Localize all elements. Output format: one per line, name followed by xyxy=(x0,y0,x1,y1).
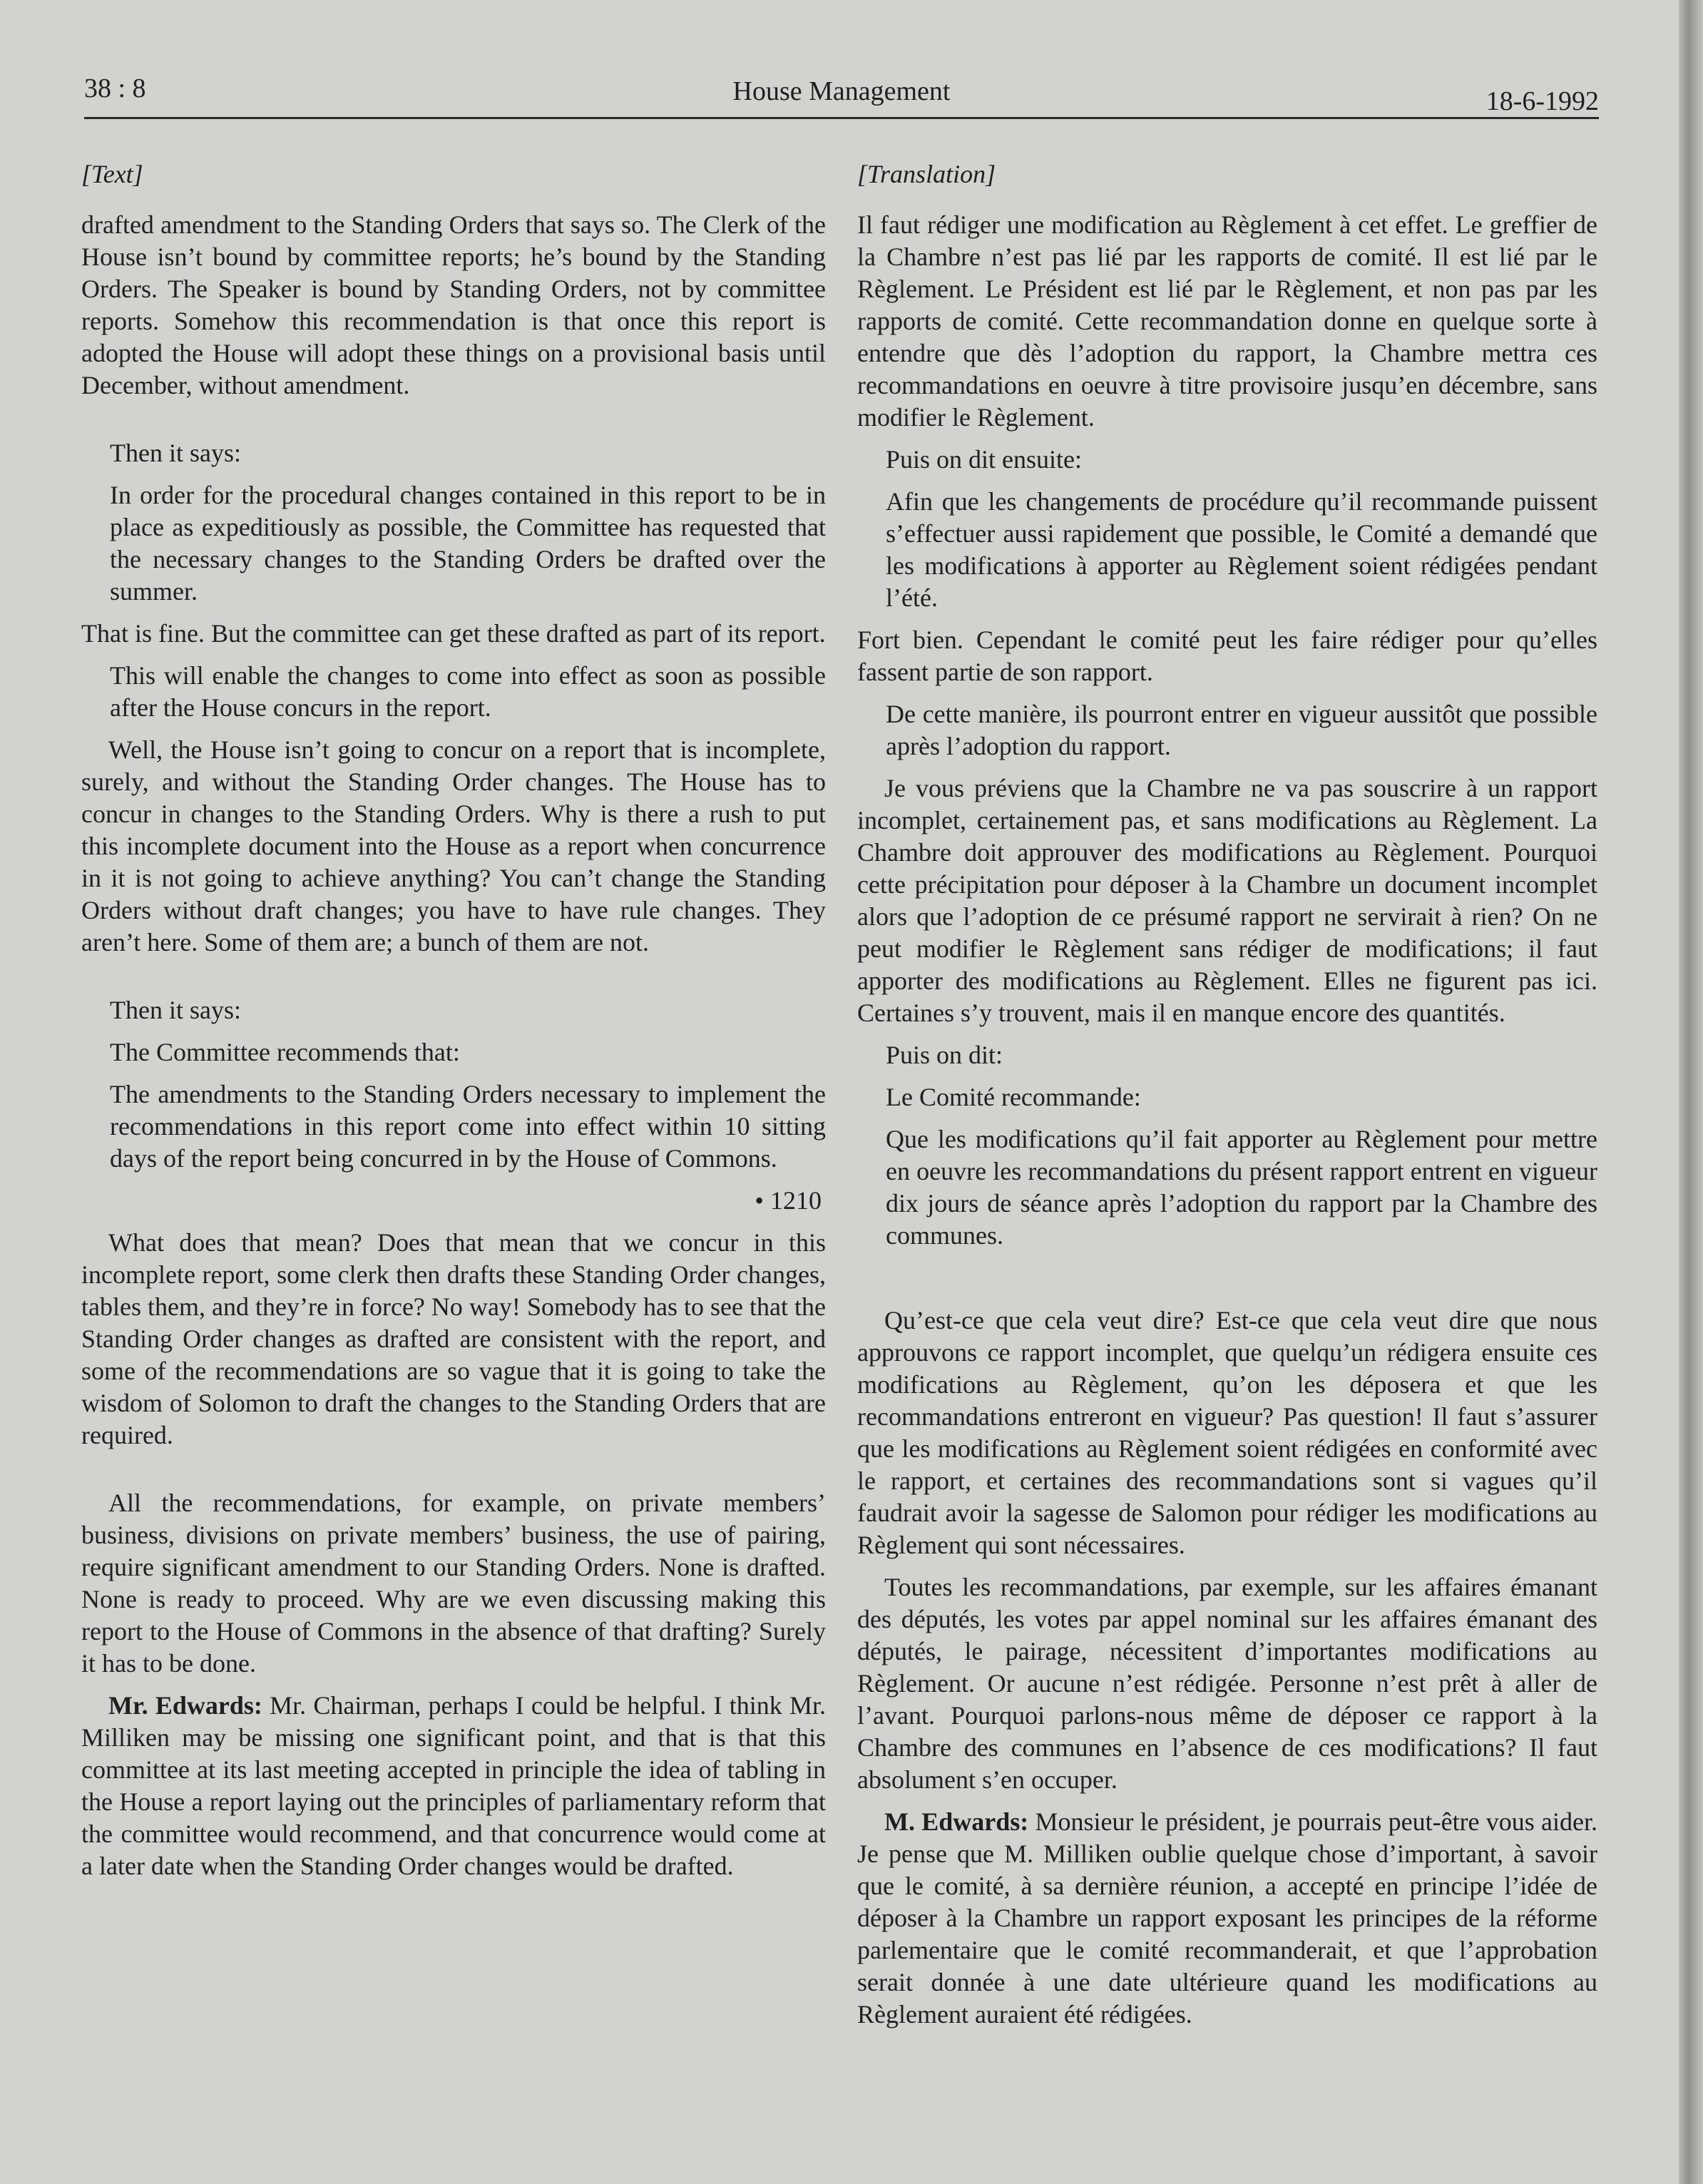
paragraph: Fort bien. Cependant le comité peut les faire rédiger pour qu’elles fassent partie de son rapport. xyxy=(857,626,1597,686)
quotation: In order for the procedural changes contained in this report to be in place as expeditiously as possible, the Committee has requested that the necessary changes to the Standing Orders be drafted over the summer. xyxy=(110,481,826,606)
quotation: Afin que les changements de procédure qu’il recommande puissent s’effectuer aussi rapidement que possible, le Comité a demandé que les modifications à apporter au Règlement soient rédigées pendant l’été. xyxy=(886,487,1597,612)
paragraph: Then it says: xyxy=(110,996,241,1024)
paragraph: All the recommendations, for example, on private members’ business, divisions on private members’ business, the use of pairing, require significant amendment to our Standing Orders. None is drafted. None is ready to proceed. Why are we even discussing making this report to the House of Commons in the absence of that drafting? Surely it has to be done. xyxy=(81,1489,826,1678)
speaker-paragraph xyxy=(81,1690,826,1882)
paragraph: What does that mean? Does that mean that we concur in this incomplete report, some clerk then drafts these Standing Order changes, tables them, and they’re in force? No way! Somebody has to see that the Standing Order changes as drafted are consistent with the report, and some of the recommendations are so vague that it is going to take the wisdom of Solomon to draft the changes to the Standing Orders that are required. xyxy=(81,1228,826,1449)
speech-text: Mr. Chairman, perhaps I could be helpful. I think Mr. Milliken may be missing one significant point, and that is that this committee at its last meeting accepted in principle the idea of tabling in the House a report laying out the principles of parliamentary reform that the committee would recommend, and that concurrence would come at a later date when the Standing Order changes would be drafted. xyxy=(81,1691,826,1880)
quotation: De cette manière, ils pourront entrer en vigueur aussitôt que possible après l’adoption du rapport. xyxy=(886,700,1597,760)
paragraph: drafted amendment to the Standing Orders that says so. The Clerk of the House isn’t bound by committee reports; he’s bound by the Standing Orders. The Speaker is bound by Standing Orders, not by committee reports. Somehow this recommendation is that once this report is adopted the House will adopt these things on a provisional basis until December, without amendment. xyxy=(81,210,826,399)
paragraph: Toutes les recommandations, par exemple, sur les affaires émanant des députés, les votes par appel nominal sur les affaires émanant des députés, le pairage, nécessitent d’importantes modifications au Règlement. Or aucune n’est rédigée. Personne n’est prêt à aller de l’avant. Pourquoi parlons-nous même de déposer ce rapport à la Chambre des communes en l’absence de ces modifications? Il faut absolument s’en occuper. xyxy=(857,1573,1597,1794)
speech-text: Monsieur le président, je pourrais peut-être vous aider. Je pense que M. Milliken oublie quelque chose d’important, à savoir que le comité, à sa dernière réunion, a accepté en principe l’idée de déposer à la Chambre un rapport exposant les principes de la réforme parlementaire que le comité recommanderait, et que l’approbation serait donnée à une date ultérieure quand les modifications au Règlement auraient été rédigées. xyxy=(857,1807,1597,2029)
page-edge xyxy=(1679,0,1703,2184)
paragraph: Le Comité recommande: xyxy=(886,1083,1141,1111)
paragraph: Puis on dit: xyxy=(886,1041,1003,1069)
speaker-paragraph xyxy=(857,1806,1597,2031)
paragraph: Qu’est-ce que cela veut dire? Est-ce que cela veut dire que nous approuvons ce rapport incomplet, que quelqu’un rédigera ensuite ces modifications au Règlement, qu’on les déposera et que les recommandations entreront en vigueur? Pas question! Il faut s’assurer que les modifications au Règlement soient rédigées en conformité avec le rapport, et certaines des recommandations sont si vagues qu’il faudrait avoir la sagesse de Salomon pour rédiger les modifications au Règlement qui sont nécessaires. xyxy=(857,1306,1597,1559)
speaker-name: Mr. Edwards: xyxy=(108,1691,262,1720)
paragraph: The Committee recommends that: xyxy=(110,1038,460,1066)
quotation: This will enable the changes to come into effect as soon as possible after the House concurs in the report. xyxy=(110,661,826,722)
paragraph: That is fine. But the committee can get these drafted as part of its report. xyxy=(81,619,826,648)
running-title: House Management xyxy=(732,76,951,106)
english-column xyxy=(81,158,826,1892)
header-date: 18-6-1992 xyxy=(1485,86,1599,116)
translation-tag: [Translation] xyxy=(857,160,996,188)
french-column xyxy=(857,158,1597,2041)
paragraph: Puis on dit ensuite: xyxy=(886,445,1083,474)
quotation: The amendments to the Standing Orders necessary to implement the recommendations in this report come into effect within 10 sitting days of the report being concurred in by the House of Commons. xyxy=(110,1080,826,1173)
page-header xyxy=(84,71,1599,119)
text-tag: [Text] xyxy=(81,160,143,188)
paragraph: Il faut rédiger une modification au Règlement à cet effet. Le greffier de la Chambre n’est pas lié par les rapports de comité. Il est lié par le Règlement. Le Président est lié par le Règlement, et non pas par les rapports de comité. Cette recommandation donne en quelque sorte à entendre que dès l’adoption du rapport, la Chambre mettra ces recommandations en oeuvre à titre provisoire jusqu’en décembre, sans modifier le Règlement. xyxy=(857,210,1597,432)
paragraph: Then it says: xyxy=(110,439,241,467)
paragraph: Je vous préviens que la Chambre ne va pas souscrire à un rapport incomplet, certainement pas, et sans modifications au Règlement. La Chambre doit approuver des modifications au Règlement. Pourquoi cette précipitation pour déposer à la Chambre un document incomplet alors que l’adoption de ce présumé rapport ne servirait à rien? On ne peut modifier le Règlement sans rédiger de modifications; il faut apporter des modifications au Règlement. Elles ne figurent pas ici. Certaines s’y trouvent, mais il en manque encore des quantités. xyxy=(857,774,1597,1027)
paragraph: Well, the House isn’t going to concur on a report that is incomplete, surely, and without the Standing Order changes. The House has to concur in changes to the Standing Orders. Why is there a rush to put this incomplete document into the House as a report when concurrence in it is not going to achieve anything? You can’t change the Standing Orders without draft changes; you have to have rule changes. They aren’t here. Some of them are; a bunch of them are not. xyxy=(81,735,826,956)
quotation: Que les modifications qu’il fait apporter au Règlement pour mettre en oeuvre les recommandations du présent rapport entrent en vigueur dix jours de séance après l’adoption du rapport par la Chambre des communes. xyxy=(886,1125,1597,1250)
time-marker: • 1210 xyxy=(755,1186,822,1215)
speaker-name: M. Edwards: xyxy=(884,1807,1029,1836)
page-number: 38 : 8 xyxy=(84,73,146,103)
